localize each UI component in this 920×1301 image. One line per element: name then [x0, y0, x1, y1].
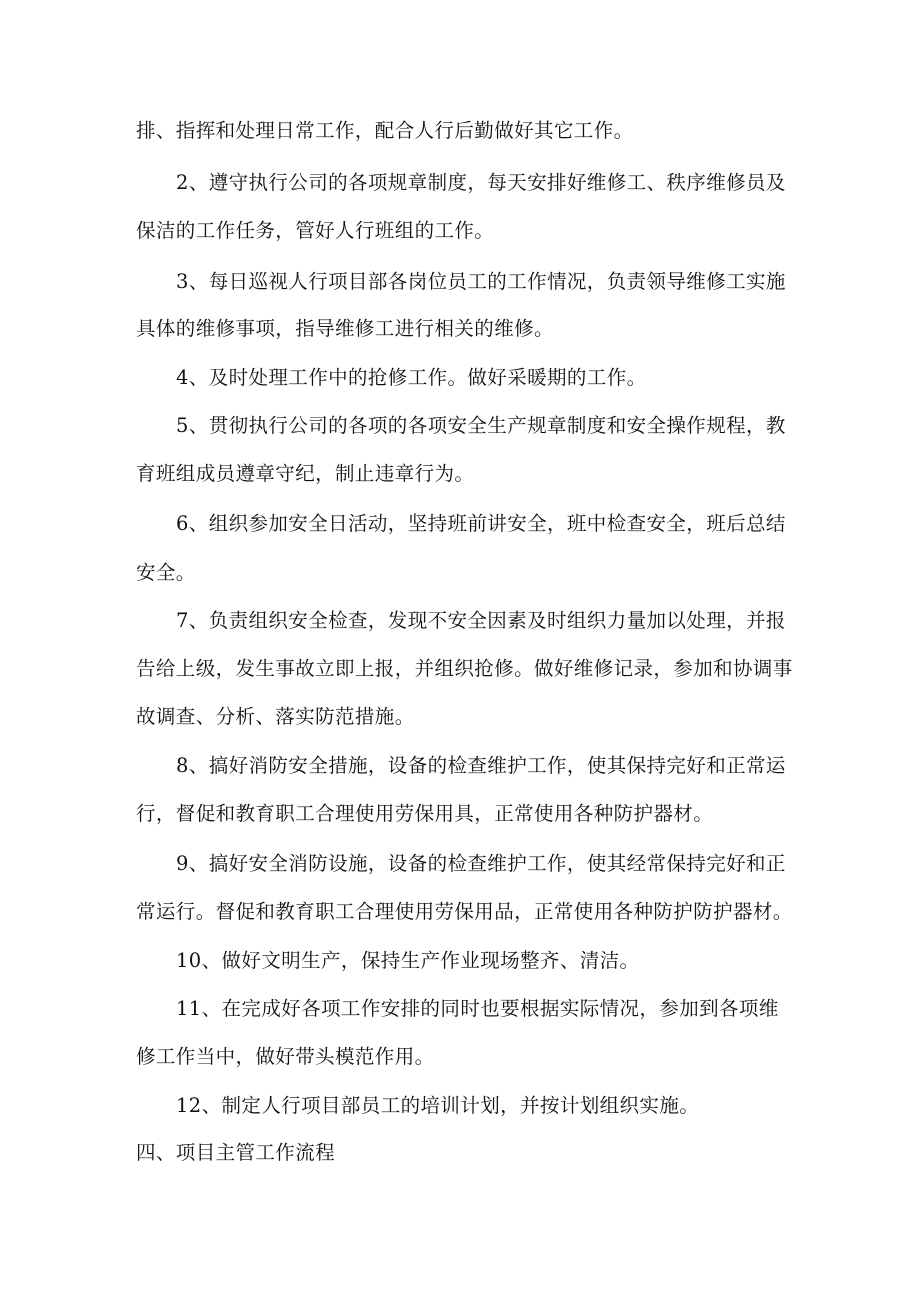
text-line: 8、搞好消防安全措施，设备的检查维护工作，使其保持完好和正常运: [176, 754, 786, 777]
text-line: 修工作当中，做好带头模范作用。: [136, 1045, 435, 1068]
text-line: 4、及时处理工作中的抢修工作。做好采暖期的工作。: [176, 366, 647, 389]
text-line: 保洁的工作任务，管好人行班组的工作。: [136, 219, 495, 242]
text-line: 5、贯彻执行公司的各项的各项安全生产规章制度和安全操作规程，教: [176, 414, 786, 437]
text-line: 行，督促和教育职工合理使用劳保用具，正常使用各种防护器材。: [136, 802, 714, 825]
text-line: 12、制定人行项目部员工的培训计划，并按计划组织实施。: [176, 1094, 700, 1117]
text-line: 6、组织参加安全日活动，坚持班前讲安全，班中检查安全，班后总结: [176, 512, 786, 535]
text-line: 告给上级，发生事故立即上报，并组织抢修。做好维修记录，参加和协调事: [136, 657, 793, 680]
text-line: 2、遵守执行公司的各项规章制度，每天安排好维修工、秩序维修员及: [176, 171, 786, 194]
text-line: 故调查、分析、落实防范措施。: [136, 705, 415, 728]
text-line: 育班组成员遵章守纪，制止违章行为。: [136, 462, 475, 485]
text-line: 3、每日巡视人行项目部各岗位员工的工作情况，负责领导维修工实施: [176, 270, 786, 293]
text-line: 常运行。督促和教育职工合理使用劳保用品，正常使用各种防护防护器材。: [136, 900, 793, 923]
text-line: 11、在完成好各项工作安排的同时也要根据实际情况，参加到各项维: [176, 997, 779, 1020]
text-line: 安全。: [136, 561, 196, 584]
text-line: 10、做好文明生产，保持生产作业现场整齐、清洁。: [176, 949, 640, 972]
text-line: 具体的维修事项，指导维修工进行相关的维修。: [136, 317, 554, 340]
section-heading: 四、项目主管工作流程: [136, 1141, 336, 1164]
text-line: 7、负责组织安全检查，发现不安全因素及时组织力量加以处理，并报: [176, 609, 786, 632]
text-line: 排、指挥和处理日常工作，配合人行后勤做好其它工作。: [136, 119, 634, 142]
text-line: 9、搞好安全消防设施，设备的检查维护工作，使其经常保持完好和正: [176, 852, 786, 875]
